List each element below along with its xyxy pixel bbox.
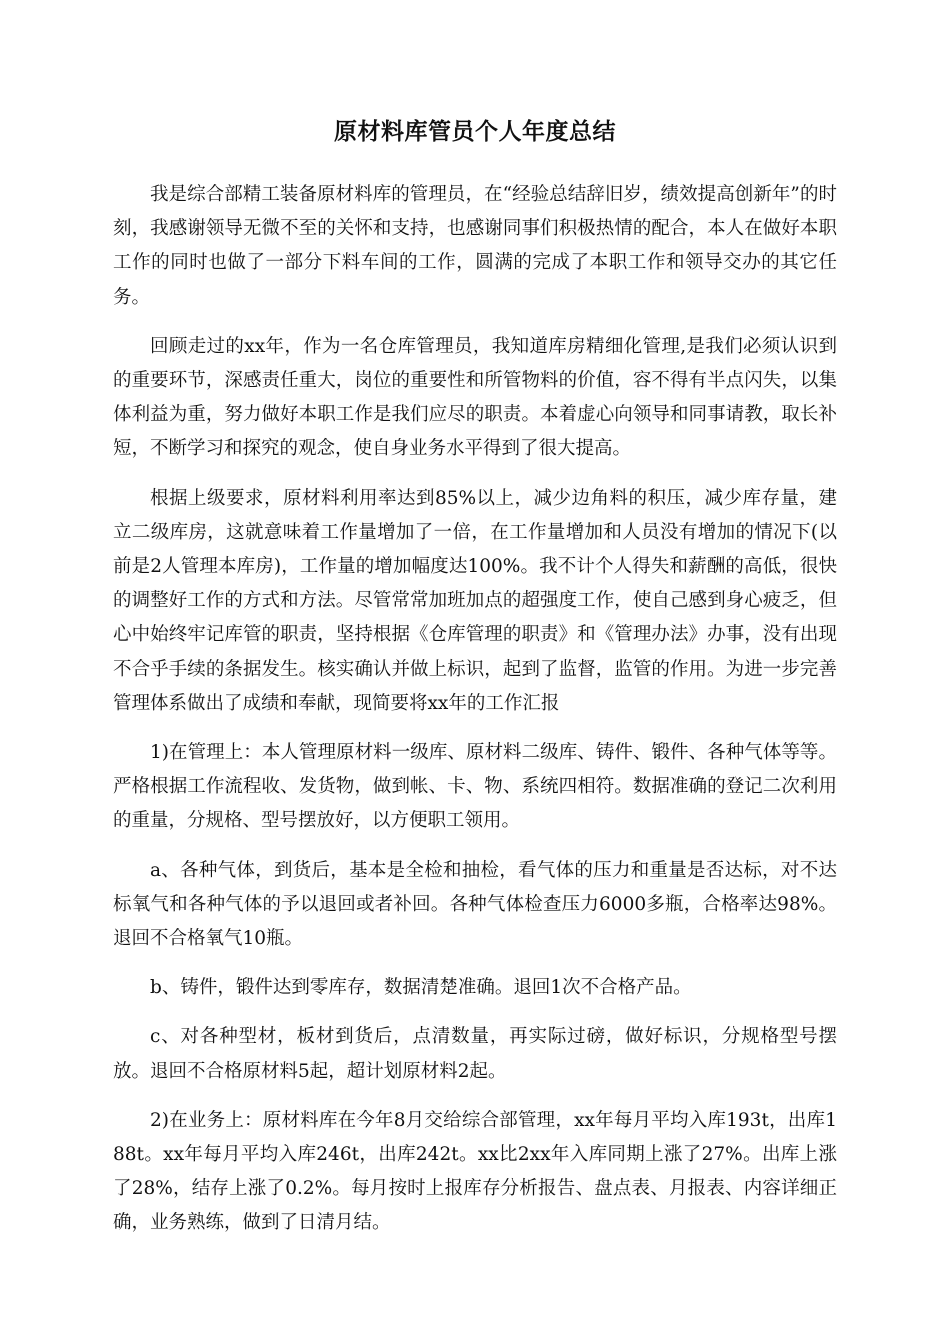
document-body xyxy=(113,178,837,1256)
paragraph-profiles: c、对各种型材，板材到货后，点清数量，再实际过磅，做好标识，分规格型号摆放。退回不合格原材料5起，超计划原材料2起。 xyxy=(113,1026,837,1082)
paragraph-requirements: 根据上级要求，原材料利用率达到85%以上，减少边角料的积压，减少库存量，建立二级库房，这就意味着工作量增加了一倍，在工作量增加和人员没有增加的情况下(以前是2人管理本库房)，工作量的增加幅度达100%。我不计个人得失和薪酬的高低，很快的调整好工作的方式和方法。尽管常常加班加点的超强度工作，使自己感到身心疲乏，但心中始终牢记库管的职责，坚持根据《仓库管理的职责》和《管理办法》办事，没有出现不合乎手续的条据发生。核实确认并做上标识，起到了监督，监管的作用。为进一步完善管理体系做出了成绩和奉献，现简要将xx年的工作汇报 xyxy=(113,487,837,714)
paragraph-castings: b、铸件，锻件达到零库存，数据清楚准确。退回1次不合格产品。 xyxy=(150,977,692,999)
paragraph-intro: 我是综合部精工装备原材料库的管理员，在“经验总结辞旧岁，绩效提高创新年”的时刻，我感谢领导无微不至的关怀和支持，也感谢同事们积极热情的配合，本人在做好本职工作的同时也做了一部分下料车间的工作，圆满的完成了本职工作和领导交办的其它任务。 xyxy=(113,184,837,308)
paragraph-management: 1)在管理上：本人管理原材料一级库、原材料二级库、铸件、锻件、各种气体等等。严格根据工作流程收、发货物，做到帐、卡、物、系统四相符。数据准确的登记二次利用的重量，分规格、型号摆放好，以方便职工领用。 xyxy=(113,742,837,832)
paragraph-review: 回顾走过的xx年，作为一名仓库管理员，我知道库房精细化管理,是我们必须认识到的重要环节，深感责任重大，岗位的重要性和所管物料的价值，容不得有半点闪失，以集体利益为重，努力做好本职工作是我们应尽的职责。本着虚心向领导和同事请教，取长补短，不断学习和探究的观念，使自身业务水平得到了很大提高。 xyxy=(113,335,837,460)
paragraph-business: 2)在业务上：原材料库在今年8月交给综合部管理，xx年每月平均入库193t，出库188t。xx年每月平均入库246t，出库242t。xx比2xx年入库同期上涨了27%。出库上涨了28%，结存上涨了0.2%。每月按时上报库存分析报告、盘点表、月报表、内容详细正确，业务熟练，做到了日清月结。 xyxy=(113,1109,837,1234)
document-title: 原材料库管员个人年度总结 xyxy=(334,119,616,145)
paragraph-gases: a、各种气体，到货后，基本是全检和抽检，看气体的压力和重量是否达标，对不达标氧气和各种气体的予以退回或者补回。各种气体检查压力6000多瓶，合格率达98%。退回不合格氧气10瓶。 xyxy=(113,859,837,950)
